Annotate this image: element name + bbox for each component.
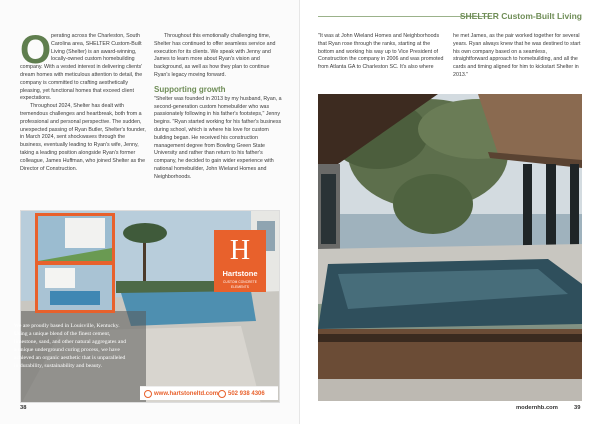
drop-cap-letter: O — [20, 28, 52, 72]
section-header: SHELTER Custom-Built Living — [459, 11, 582, 21]
subheading: Supporting growth — [154, 84, 226, 94]
logo-tagline: CUSTOM CONCRETE ELEMENTS — [222, 280, 258, 289]
article-column-2 — [154, 33, 282, 182]
page-number-left: 38 — [20, 405, 27, 411]
ad-website-link[interactable]: www.hartstoneltd.com — [154, 391, 219, 397]
ad-contact-bar — [140, 386, 278, 400]
pool-house-photo — [318, 94, 582, 401]
ad-phone-number[interactable]: 502 938 4306 — [228, 391, 265, 397]
paragraph: Throughout 2024, Shelter has dealt with tremendous challenges and heartbreak, both from a professional and personal perspective. The sudden, unexpected passing of Ryan Butler, Shelter's founder, in March 2024, sent shockwaves through the business, eventually leading to Ryan's wife, Jenny, taking a leading position alongside Ryan's former colleague, James Huffman, who joined Shelter as the Director of Construction. — [20, 103, 146, 172]
paragraph: he met James, as the pair worked together for several years. Ryan always knew that he was destined to start his own company based on a seamless, straightforward approach to homebuilding, and all the cards and timing aligned for him to kickstart Shelter in 2013." — [453, 33, 581, 78]
logo-name: Hartstone — [222, 269, 258, 278]
footer-site: modernhb.com — [516, 405, 558, 411]
paragraph: "It was at John Wieland Homes and Neighborhoods that Ryan rose through the ranks, starting at the bottom and working his way up to Vice President of Construction the company in 2006 and was promoted from Atlanta GA to Charleston SC. It's also where — [318, 33, 444, 71]
article-column-3 — [318, 33, 446, 72]
paragraph: "Shelter was founded in 2013 by my husband, Ryan, a second-generation custom homebuilder who was passionately following in his father's footsteps," Jenny begins. "Ryan started working for his father's business during school, which is where his love for custom building began. He received his construction management degree from Bowling Green State University and rather than return to his father's company, he decided to gain wider experience with national homebuilder, John Wieland Homes and Neighborhoods. — [154, 95, 282, 180]
ad-inset-photo — [35, 213, 115, 313]
paragraph: Throughout this emotionally challenging time, Shelter has continued to offer seamless service and execution for its clients. We speak with Jenny and James to learn more about Ryan's vision and background, as well as how they plan to continue Ryan's legacy moving forward. — [154, 33, 276, 78]
phone-icon — [218, 390, 226, 398]
globe-icon — [144, 390, 152, 398]
ad-body-text: We are proudly based in Louisville, Kentucky. Using a unique blend of the finest cement, limestone, sand, and other natural aggregates and a unique underground curing process, we have achieved an organic aesthetic that is unparalleled in durability, sustainability and beauty. — [14, 323, 127, 369]
logo-mark: H — [229, 235, 251, 266]
hartstone-logo[interactable] — [214, 230, 266, 292]
paragraph: perating across the Charleston, South Carolina area, SHELTER Custom-Built Living (Shelter) is an award-winning, locally-owned custom homebuilding company. With a vested interest in delivering clients' dream homes with meticulous attention to detail, the company is committed to crafting aesthetically pleasing, yet functional homes that exceed client expectations. — [20, 33, 143, 102]
article-column-4 — [453, 33, 583, 80]
pool-house-illustration — [318, 94, 582, 401]
article-column-1 — [20, 28, 146, 173]
drop-cap — [20, 28, 52, 72]
page-number-right: 39 — [574, 405, 581, 411]
